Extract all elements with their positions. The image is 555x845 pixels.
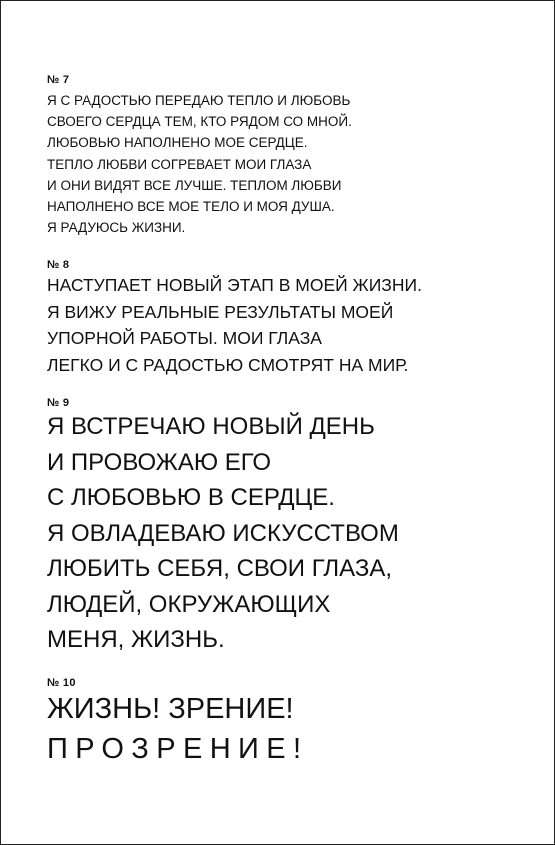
affirmation-9 (47, 397, 537, 658)
section-number: № 9 (47, 397, 70, 410)
text-line: ТЕПЛО ЛЮБВИ СОГРЕВАЕТ МОИ ГЛАЗА (47, 156, 312, 172)
text-line: Я ВСТРЕЧАЮ НОВЫЙ ДЕНЬ (47, 413, 375, 441)
text-line: НАПОЛНЕНО ВСЕ МОЕ ТЕЛО И МОЯ ДУША. (47, 199, 335, 215)
text-line: С ЛЮБОВЬЮ В СЕРДЦЕ. (47, 484, 335, 512)
affirmation-7 (47, 74, 537, 238)
section-number: № 8 (47, 259, 70, 272)
page-content (47, 74, 537, 769)
affirmation-text (47, 689, 537, 769)
text-line: Я ВИЖУ РЕАЛЬНЫЕ РЕЗУЛЬТАТЫ МОЕЙ (47, 301, 394, 322)
text-line: УПОРНОЙ РАБОТЫ. МОИ ГЛАЗА (47, 328, 322, 349)
text-line: Я РАДУЮСЬ ЖИЗНИ. (47, 220, 186, 236)
affirmation-text (47, 90, 537, 238)
affirmation-10 (47, 677, 537, 769)
text-line: МЕНЯ, ЖИЗНЬ. (47, 626, 225, 654)
text-line: СВОЕГО СЕРДЦА ТЕМ, КТО РЯДОМ СО МНОЙ. (47, 114, 352, 130)
section-number: № 7 (47, 74, 70, 86)
text-line: ПРОЗРЕНИЕ! (47, 732, 309, 765)
text-line: НАСТУПАЕТ НОВЫЙ ЭТАП В МОЕЙ ЖИЗНИ. (47, 275, 422, 296)
text-line: ЛЮБОВЬЮ НАПОЛНЕНО МОЕ СЕРДЦЕ. (47, 135, 308, 151)
text-line: ЖИЗНЬ! ЗРЕНИЕ! (47, 692, 294, 725)
text-line: ЛЮБИТЬ СЕБЯ, СВОИ ГЛАЗА, (47, 555, 392, 583)
affirmation-text (47, 272, 537, 378)
text-line: И ПРОВОЖАЮ ЕГО (47, 448, 272, 476)
text-line: Я ОВЛАДЕВАЮ ИСКУССТВОМ (47, 519, 399, 547)
text-line: ЛЕГКО И С РАДОСТЬЮ СМОТРЯТ НА МИР. (47, 354, 409, 375)
text-line: ЛЮДЕЙ, ОКРУЖАЮЩИХ (47, 590, 331, 618)
section-number: № 10 (47, 676, 76, 689)
text-line: Я С РАДОСТЬЮ ПЕРЕДАЮ ТЕПЛО И ЛЮБОВЬ (47, 93, 351, 108)
text-line: И ОНИ ВИДЯТ ВСЕ ЛУЧШЕ. ТЕПЛОМ ЛЮБВИ (47, 177, 342, 193)
affirmation-8 (47, 259, 537, 378)
affirmation-text (47, 409, 537, 658)
